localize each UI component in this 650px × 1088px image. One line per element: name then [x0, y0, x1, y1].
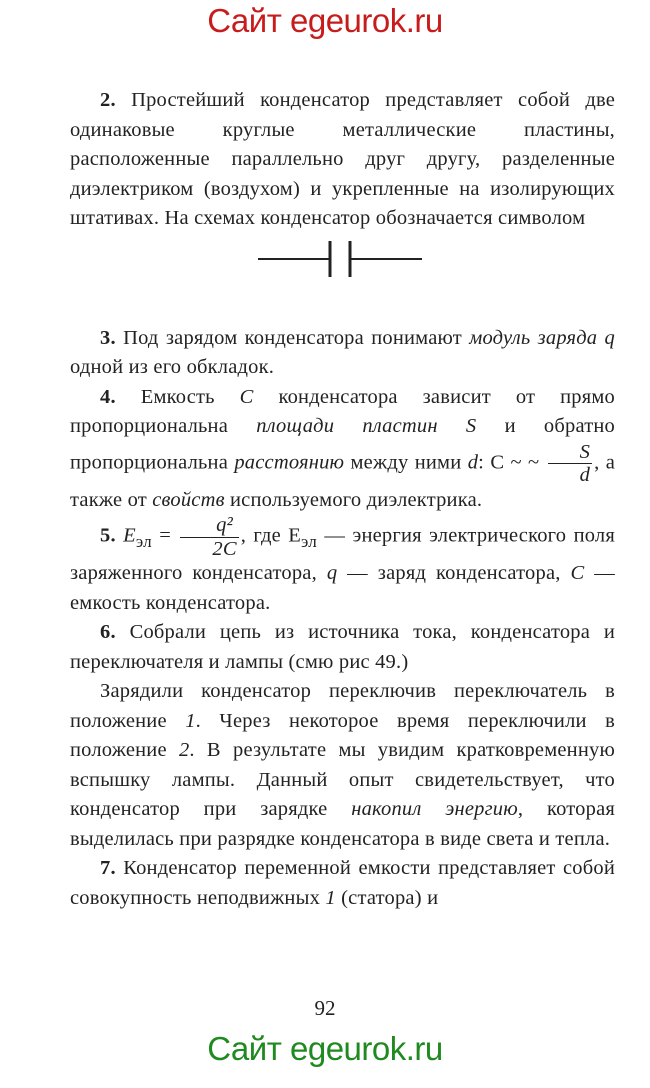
page-body	[70, 86, 615, 913]
paragraph-3	[70, 324, 615, 383]
paragraph-6	[70, 618, 615, 677]
item-number: 7.	[100, 857, 116, 879]
fraction-energy	[180, 515, 238, 559]
emphasis: расстоянию	[234, 451, 345, 474]
text: =	[151, 524, 179, 547]
subscript: эл	[135, 531, 152, 551]
fraction-numerator: S	[548, 442, 592, 465]
subscript: эл	[301, 531, 317, 551]
text: одной из его обкладок.	[70, 356, 275, 378]
text: и обратно пропорциональна	[70, 415, 615, 474]
capacitor-symbol-icon	[258, 239, 428, 289]
symbol-c: C	[570, 562, 585, 584]
watermark-top: Сайт egeurok.ru	[207, 2, 443, 39]
symbol-e: E	[115, 524, 136, 547]
item-number: 6.	[100, 621, 116, 643]
text: — заряд конденсатора,	[337, 562, 571, 584]
text: Зарядили конденсатор переключив переключатель в положение	[70, 680, 615, 732]
paragraph-text: Простейший конденсатор представляет собой две одинаковые круглые металлические пластины, расположенные параллельно друг другу, разделенные диэлектриком (воздухом) и укрепленные на изолирующих штативах. На схемах конденсатор обозначается символом	[70, 89, 616, 229]
fraction-s-over-d	[548, 442, 592, 486]
item-number: 5.	[100, 524, 116, 547]
text: используемого диэлектрика.	[224, 488, 483, 511]
fraction-numerator: q²	[180, 515, 238, 538]
paragraph-4	[70, 383, 615, 516]
text: , которая выделилась при разрядке конденсатора в виде света и тепла.	[70, 798, 615, 850]
text: Под зарядом конденсатора понимают	[115, 326, 470, 349]
position-number: 2	[178, 739, 190, 761]
paragraph-6b	[70, 677, 615, 854]
text: Собрали цепь из источника тока, конденсатора и переключателя и лампы (смю рис 49.)	[70, 621, 615, 673]
text: , где E	[240, 524, 302, 547]
fraction-denominator: 2C	[212, 537, 237, 560]
text: — энергия электрического поля заряженного конденсатора,	[70, 524, 615, 584]
paragraph-5	[70, 515, 615, 618]
paragraph-7	[70, 854, 615, 913]
paragraph-2	[70, 86, 615, 234]
emphasis: модуль заряда q	[469, 326, 615, 349]
watermark-bottom: Сайт egeurok.ru	[207, 1030, 443, 1067]
text: (статора) и	[335, 886, 439, 909]
emphasis: накопил энергию	[351, 798, 518, 820]
emphasis: площади пластин S	[256, 415, 477, 437]
text: Емкость	[115, 385, 240, 408]
text: Конденсатор переменной емкости представляет собой совокупность неподвижных	[70, 857, 615, 909]
page-number: 92	[314, 996, 336, 1020]
fraction-denominator: d	[579, 464, 591, 486]
emphasis: свойств	[152, 488, 225, 511]
text: . В результате мы увидим кратковременную вспышку лампы. Данный опыт свидетельствует, что конденсатор при зарядке	[70, 739, 615, 820]
text: . Через некоторое время переключили в положение	[70, 709, 615, 761]
text: конденсатора зависит от прямо пропорциональна	[70, 385, 615, 437]
symbol-c: C	[239, 385, 254, 408]
symbol-q: q	[326, 562, 338, 584]
text: между ними	[344, 451, 468, 474]
position-number: 1	[325, 886, 336, 909]
item-number: 3.	[100, 326, 116, 349]
capacitor-symbol	[70, 234, 615, 324]
text: : C ~ ~	[478, 451, 546, 474]
symbol-d: d	[467, 451, 479, 474]
item-number: 2.	[100, 89, 116, 111]
item-number: 4.	[100, 385, 116, 408]
text: — емкость конденсатора.	[70, 562, 615, 614]
position-number: 1	[185, 709, 196, 732]
text: , а также от	[70, 451, 616, 511]
